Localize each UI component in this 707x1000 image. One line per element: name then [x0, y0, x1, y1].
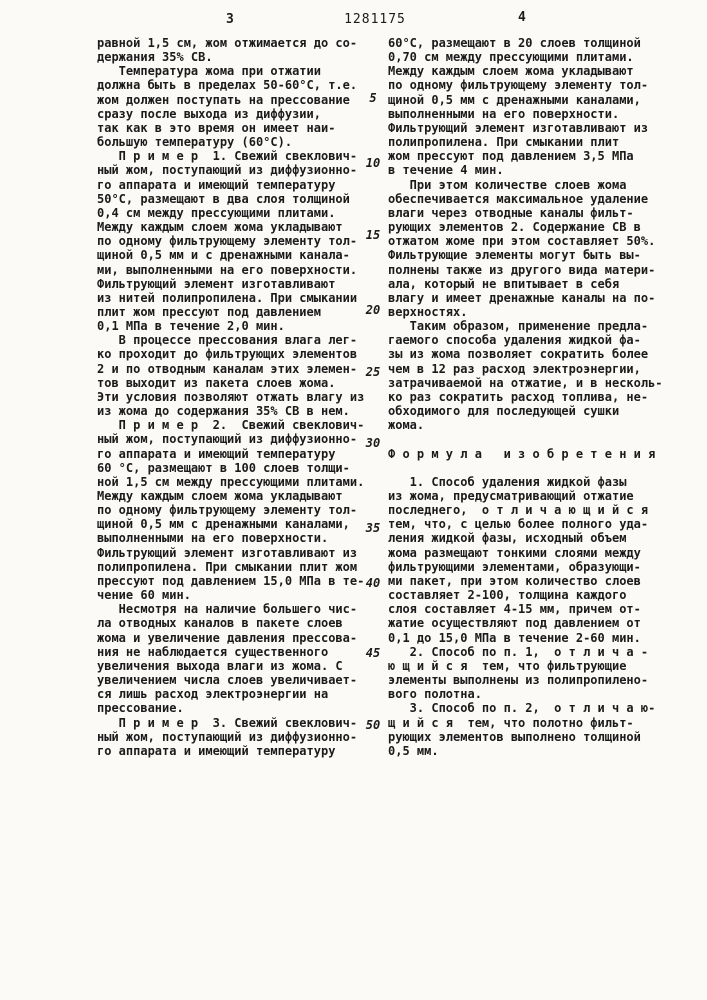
line-number: 20 [365, 303, 381, 317]
line-number: 40 [365, 576, 381, 590]
line-number-gutter [360, 0, 386, 1000]
line-number: 30 [365, 436, 381, 450]
line-number: 50 [365, 718, 381, 732]
line-number: 45 [365, 646, 381, 660]
patent-number: 1281175 [344, 12, 406, 27]
line-number: 10 [365, 156, 381, 170]
left-column-text: равной 1,5 см, жом отжимается до со- держания 35% СВ. Температура жома при отжатии должна быть в пределах 50-60°С, т.е. жом должен поступать на прессование сразу после выхода из диффузии, так как в это время он имеет наи- большую температуру (60°С). П р и м е р 1. Свежий свеклович- ный жом, поступающий из диффузионно- го аппарата и имеющий температуру 50°С, размещают в два слоя толщиной 0,4 см между прессующими плитами. Между каждым слоем жома укладывают по одному фильтрующему элементу тол- щиной 0,5 мм и с дренажными канала- ми, выполненными на его поверхности. Фильтрующий элемент изготавливают из нитей полипропилена. При смыкании плит жом прессуют под давлением 0,1 МПа в течение 2,0 мин. В процессе прессования влага лег- ко проходит до фильтрующих элементов 2 и по отводным каналам этих элемен- тов выходит из пакета слоев жома. Эти условия позволяют отжать влагу из из жома до содержания 35% СВ в нем. П р и м е р 2. Свежий свеклович- ный жом, поступающий из диффузионно- го аппарата и имеющий температуру 60 °С, размещают в 100 слоев толщи- ной 1,5 см между прессующими плитами. Между каждым слоем жома укладывают по одному фильтрующему элементу тол- щиной 0,5 мм с дренажными каналами, выполненными на его поверхности. Фильтрующий элемент изготавливают из полипропилена. При смыкании плит жом прессуют под давлением 15,0 МПа в те- чение 60 мин. Несмотря на наличие большего чис- ла отводных каналов в пакете слоев жома и увеличение давления прессова- ния не наблюдается существенного увеличения выхода влаги из жома. С увеличением числа слоев увеличивает- ся лишь расход электроэнергии на прессование. П р и м е р 3. Свежий свеклович- ный жом, поступающий из диффузионно- го аппарата и имеющий температуру [97, 36, 365, 758]
line-number: 25 [365, 365, 381, 379]
page-number-left: 3 [226, 12, 234, 27]
line-number: 35 [365, 521, 381, 535]
page-number-right: 4 [518, 10, 526, 25]
line-number: 5 [369, 91, 377, 105]
line-number: 15 [365, 228, 381, 242]
page-header [0, 10, 707, 30]
right-column-text: 60°С, размещают в 20 слоев толщиной 0,70 см между прессующими плитами. Между каждым слоем жома укладывают по одному фильтрующему элементу тол- щиной 0,5 мм с дренажными каналами, выполненными на его поверхности. Фильтрующий элемент изготавливают из полипропилена. При смыкании плит жом прессуют под давлением 3,5 МПа в течение 4 мин. При этом количестве слоев жома обеспечивается максимальное удаление влаги через отводные каналы фильт- рующих элементов 2. Содержание СВ в отжатом жоме при этом составляет 50%. Фильтрующие элементы могут быть вы- полнены также из другого вида матери- ала, который не впитывает в себя влагу и имеет дренажные каналы на по- верхностях. Таким образом, применение предла- гаемого способа удаления жидкой фа- зы из жома позволяет сократить более чем в 12 раз расход электроэнергии, затрачиваемой на отжатие, и в несколь- ко раз сократить расход топлива, не- обходимого для последующей сушки жома. Ф о р м у л а и з о б р е т е н и я 1. Способ удаления жидкой фазы из жома, предусматривающий отжатие последнего, о т л и ч а ю щ и й с я тем, что, с целью более полного уда- ления жидкой фазы, исходный объем жома размещают тонкими слоями между фильтрующими элементами, образующи- ми пакет, при этом количество слоев составляет 2-100, толщина каждого слоя составляет 4-15 мм, причем от- жатие осуществляют под давлением от 0,1 до 15,0 МПа в течение 2-60 мин. 2. Способ по п. 1, о т л и ч а - ю щ и й с я тем, что фильтрующие элементы выполнены из полипропилено- вого полотна. 3. Способ по п. 2, о т л и ч а ю- щ и й с я тем, что полотно фильт- рующих элементов выполнено толщиной 0,5 мм. [388, 36, 663, 758]
